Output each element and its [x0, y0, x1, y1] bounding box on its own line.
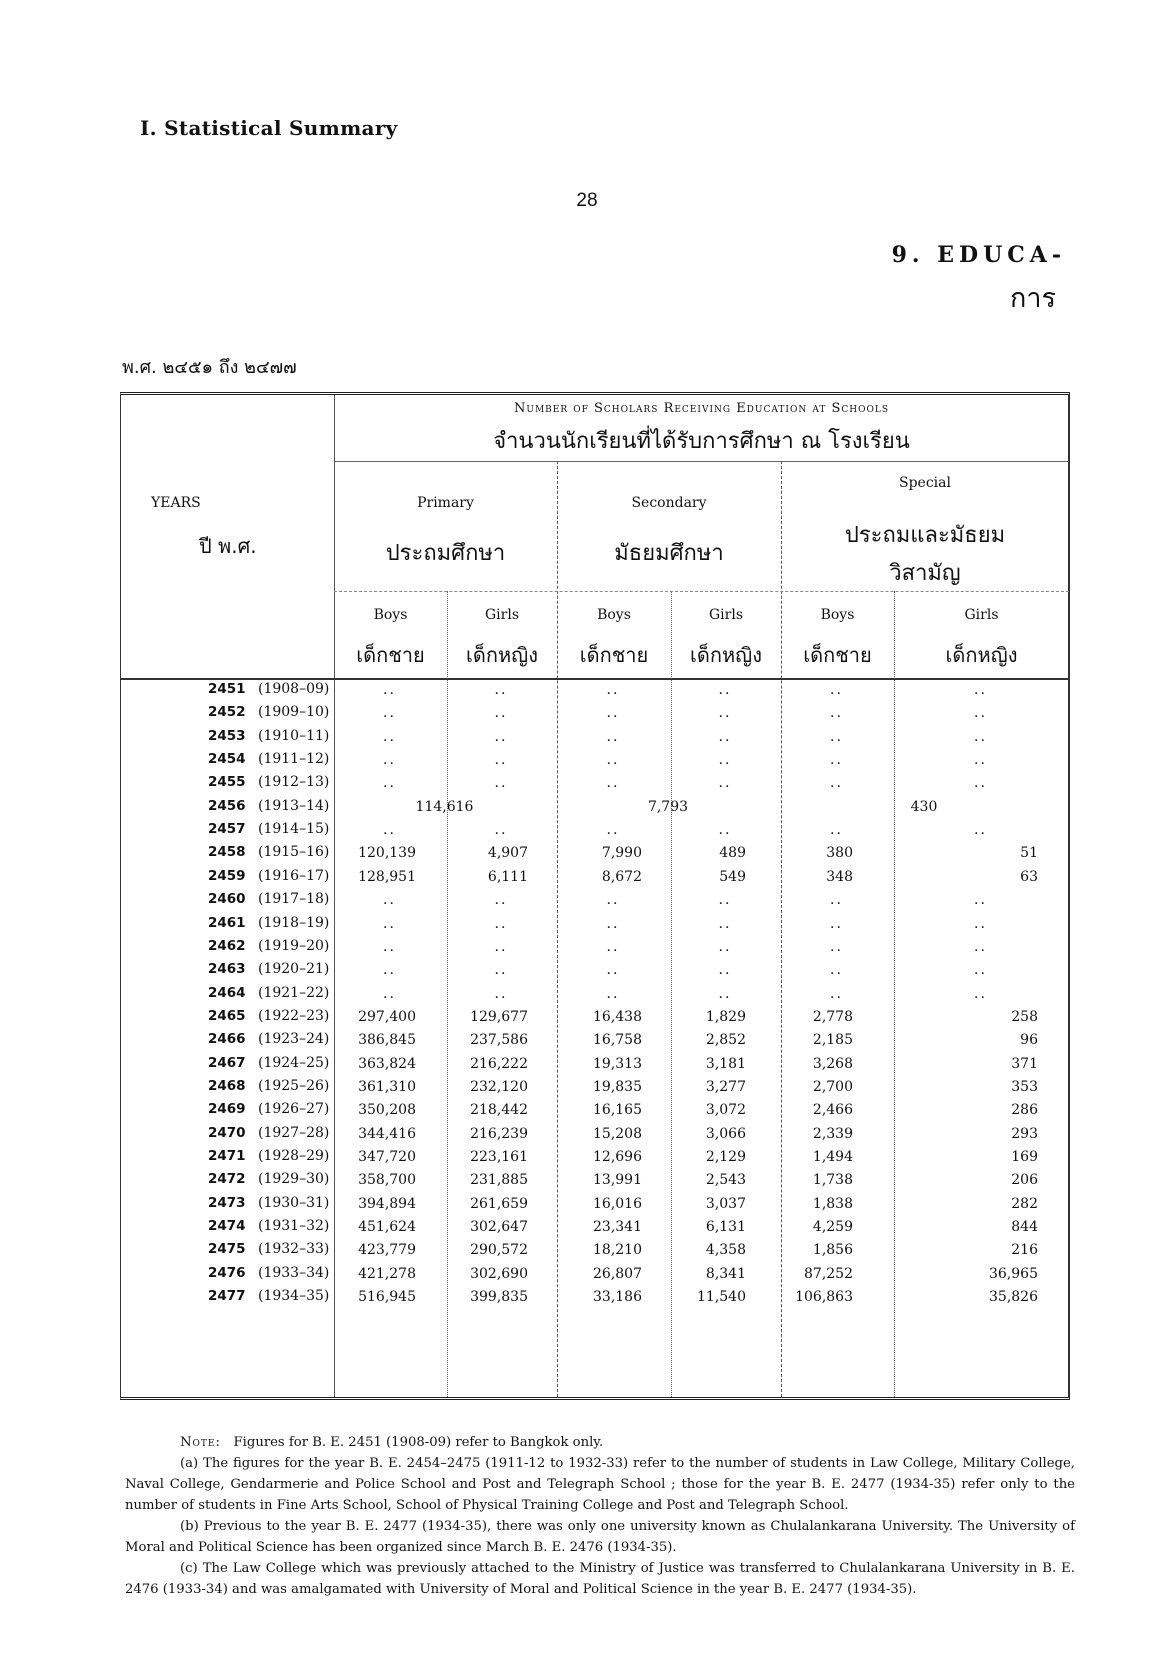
table-row	[120, 771, 1070, 796]
table-cell: 23,341	[593, 1219, 642, 1236]
table-cell: 3,268	[812, 1055, 853, 1072]
group-secondary-th: มัธยมศึกษา	[614, 541, 724, 566]
group-primary-th: ประถมศึกษา	[385, 541, 506, 566]
table-cell: 421,278	[358, 1265, 416, 1282]
table-cell: 549	[719, 868, 746, 885]
table-row	[120, 1238, 1070, 1263]
table-cell: ..	[974, 822, 987, 839]
table-cell: 2,185	[812, 1032, 853, 1049]
table-cell: 19,313	[593, 1055, 642, 1072]
table-cell: ..	[974, 728, 987, 745]
table-cell: 87,252	[804, 1265, 853, 1282]
table-cell: 11,540	[697, 1289, 746, 1306]
table-cell: ..	[606, 705, 620, 722]
table-cell: 129,677	[470, 1008, 528, 1025]
table-cell: ..	[494, 822, 508, 839]
sub-primary-girls-en: Girls	[484, 607, 519, 623]
table-cell: 423,779	[358, 1242, 416, 1259]
table-cell: 128,951	[358, 868, 416, 885]
year-be: 2461	[208, 914, 246, 931]
table-cell: ..	[606, 892, 620, 909]
table-cell: ..	[606, 775, 620, 792]
table-cell: 2,700	[812, 1078, 853, 1095]
year-ad: (1914–15)	[258, 821, 330, 838]
table-cell: 231,885	[470, 1172, 528, 1189]
table-row	[120, 701, 1070, 726]
year-be: 2452	[208, 704, 246, 721]
table-cell: 6,131	[705, 1219, 746, 1236]
part-title: 9. EDUCA-	[891, 242, 1066, 268]
table-cell: 3,277	[705, 1078, 746, 1095]
year-ad: (1913–14)	[258, 797, 330, 814]
table-cell: ..	[718, 985, 732, 1002]
table-cell: ..	[718, 892, 732, 909]
table-cell: 363,824	[358, 1055, 416, 1072]
year-be: 2469	[208, 1101, 246, 1118]
year-ad: (1917–18)	[258, 891, 330, 908]
table-cell: 1,829	[705, 1008, 746, 1025]
table-cell: 258	[1011, 1008, 1038, 1025]
table-cell: ..	[718, 705, 732, 722]
group-special-en: Special	[899, 475, 951, 491]
sub-secondary-girls-th: เด็กหญิง	[690, 643, 762, 667]
table-cell: 216	[1011, 1242, 1038, 1259]
table-cell: ..	[383, 985, 396, 1002]
table-cell: ..	[830, 775, 843, 792]
table-cell: ..	[383, 752, 396, 769]
table-cell: ..	[494, 915, 508, 932]
table-cell: 489	[719, 845, 746, 862]
year-be: 2476	[208, 1264, 246, 1281]
rule-under-super-header	[334, 461, 1069, 462]
table-cell: ..	[974, 682, 987, 698]
table-cell: 348	[826, 868, 853, 885]
table-cell: ..	[718, 915, 732, 932]
table-cell: 380	[826, 845, 853, 862]
table-row	[120, 1145, 1070, 1170]
year-ad: (1927–28)	[258, 1124, 330, 1141]
year-be: 2477	[208, 1288, 246, 1305]
year-ad: (1918–19)	[258, 914, 330, 931]
table-cell: 33,186	[593, 1289, 642, 1306]
table-cell: 13,991	[593, 1172, 642, 1189]
year-ad: (1924–25)	[258, 1054, 330, 1071]
year-ad: (1932–33)	[258, 1241, 330, 1258]
table-cell: ..	[606, 962, 620, 979]
year-ad: (1930–31)	[258, 1194, 330, 1211]
table-cell: ..	[494, 682, 508, 698]
table-cell: 26,807	[593, 1265, 642, 1282]
table-cell: 96	[1020, 1032, 1038, 1049]
year-be: 2475	[208, 1241, 246, 1258]
table-cell: 371	[1011, 1055, 1038, 1072]
year-be: 2459	[208, 867, 246, 884]
table-cell: 1,856	[812, 1242, 853, 1259]
table-cell: 19,835	[593, 1078, 642, 1095]
table-cell: 106,863	[795, 1289, 853, 1306]
year-be: 2474	[208, 1218, 246, 1235]
table-cell: 63	[1020, 868, 1038, 885]
table-cell: ..	[974, 752, 987, 769]
table-cell: ..	[606, 915, 620, 932]
table-cell: 3,181	[705, 1055, 746, 1072]
table-cell: 394,894	[358, 1195, 416, 1212]
sub-secondary-boys-en: Boys	[597, 607, 631, 623]
table-cell: ..	[606, 822, 620, 839]
table-cell: ..	[718, 728, 732, 745]
table-cell: 16,165	[593, 1102, 642, 1119]
year-be: 2462	[208, 937, 246, 954]
notes	[125, 1432, 1075, 1600]
table-cell: 344,416	[358, 1125, 416, 1142]
table-cell: ..	[830, 962, 843, 979]
table-cell: ..	[830, 915, 843, 932]
year-ad: (1933–34)	[258, 1264, 330, 1281]
year-be: 2456	[208, 797, 246, 814]
table-cell: 6,111	[487, 868, 528, 885]
table-cell: ..	[830, 822, 843, 839]
year-be: 2471	[208, 1148, 246, 1164]
year-be: 2451	[208, 681, 246, 697]
table-cell: 51	[1020, 845, 1038, 862]
table-cell: ..	[974, 985, 987, 1002]
year-be: 2463	[208, 961, 246, 978]
table-cell: 516,945	[358, 1289, 416, 1306]
sub-secondary-boys-th: เด็กชาย	[579, 643, 649, 667]
year-be: 2458	[208, 844, 246, 861]
sub-secondary-girls-en: Girls	[708, 607, 743, 623]
note-b: (b) Previous to the year B. E. 2477 (1934-35), there was only one university known as Chulalankarana University. The University of Moral and Political Science has been organized since March B. E. 2476 (1934-35).	[125, 1519, 1075, 1555]
table-cell: ..	[494, 985, 508, 1002]
table-cell: ..	[383, 892, 396, 909]
year-ad: (1916–17)	[258, 867, 330, 884]
table-cell: 261,659	[470, 1195, 528, 1212]
table-row	[120, 795, 1070, 820]
table-cell: 16,438	[593, 1008, 642, 1025]
year-be: 2473	[208, 1194, 246, 1211]
year-be: 2457	[208, 821, 246, 838]
table-cell: 358,700	[358, 1172, 416, 1189]
table-cell: ..	[606, 682, 620, 698]
table-row	[120, 912, 1070, 937]
table-cell: 350,208	[358, 1102, 416, 1119]
table-cell: ..	[383, 822, 396, 839]
table-cell: ..	[830, 985, 843, 1002]
table-cell: ..	[494, 775, 508, 792]
group-primary-en: Primary	[417, 495, 474, 511]
table-cell: 16,016	[593, 1195, 642, 1212]
super-header-en: Number of Scholars Receiving Education at Schools	[513, 401, 890, 416]
year-ad: (1908–09)	[258, 681, 330, 697]
table-cell: ..	[718, 682, 732, 698]
table-cell: ..	[383, 728, 396, 745]
table-cell: 2,129	[705, 1149, 746, 1165]
sub-primary-girls-th: เด็กหญิง	[466, 643, 538, 667]
sub-special-girls-th: เด็กหญิง	[945, 643, 1018, 667]
table-row	[120, 1168, 1070, 1193]
table-cell: 8,341	[705, 1265, 746, 1282]
year-be: 2464	[208, 984, 246, 1001]
table-cell: 286	[1011, 1102, 1038, 1119]
table-row	[120, 1075, 1070, 1100]
table-cell: 36,965	[989, 1265, 1038, 1282]
table-cell: 18,210	[593, 1242, 642, 1259]
years-header-th: ปี พ.ศ.	[199, 534, 257, 558]
table-cell: ..	[974, 775, 987, 792]
table-row	[120, 865, 1070, 890]
table-cell: ..	[606, 938, 620, 955]
table-cell: ..	[383, 915, 396, 932]
table-cell: 4,907	[487, 845, 528, 862]
sub-primary-boys-th: เด็กชาย	[356, 643, 425, 667]
year-ad: (1915–16)	[258, 844, 330, 861]
year-ad: (1921–22)	[258, 984, 330, 1001]
table-cell: 347,720	[358, 1149, 416, 1165]
table-cell: 3,066	[705, 1125, 746, 1142]
table-cell: 8,672	[601, 868, 642, 885]
table-row	[120, 841, 1070, 866]
sub-special-girls-en: Girls	[964, 607, 999, 623]
sub-special-boys-en: Boys	[820, 607, 855, 623]
table-cell: 2,778	[812, 1008, 853, 1025]
table-cell: ..	[494, 705, 508, 722]
table-row	[120, 1122, 1070, 1147]
note-c: (c) The Law College which was previously attached to the Ministry of Justice was transferred to Chulalankarana University in B. E. 2476 (1933-34) and was amalgamated with University of Moral and Political Science in the year B. E. 2477 (1934-35).	[125, 1561, 1075, 1597]
table-cell: 844	[1011, 1219, 1038, 1236]
table-cell: 7,990	[601, 845, 642, 862]
year-ad: (1931–32)	[258, 1218, 330, 1235]
table-cell: ..	[718, 938, 732, 955]
table-cell: 169	[1011, 1149, 1038, 1165]
table-cell: ..	[830, 705, 843, 722]
sub-special-boys-th: เด็กชาย	[803, 643, 872, 667]
table-cell: ..	[974, 705, 987, 722]
year-ad: (1909–10)	[258, 704, 330, 721]
table-cell: ..	[718, 775, 732, 792]
table-cell: 302,690	[470, 1265, 528, 1282]
part-title-thai: การ	[1009, 283, 1056, 314]
table-row	[120, 1028, 1070, 1053]
super-header-th: จำนวนนักเรียนที่ได้รับการศึกษา ณ โรงเรียน	[493, 429, 910, 454]
year-ad: (1926–27)	[258, 1101, 330, 1118]
sub-primary-boys-en: Boys	[373, 607, 408, 623]
year-ad: (1919–20)	[258, 937, 330, 954]
year-be: 2453	[208, 727, 246, 744]
table-row	[120, 1052, 1070, 1077]
year-ad: (1922–23)	[258, 1007, 330, 1024]
table-cell: 2,339	[812, 1125, 853, 1142]
table-cell: ..	[383, 962, 396, 979]
table-cell: 3,072	[705, 1102, 746, 1119]
table-cell: 12,696	[593, 1149, 642, 1165]
section-heading: I. Statistical Summary	[140, 116, 398, 140]
year-ad: (1925–26)	[258, 1077, 330, 1094]
year-be: 2468	[208, 1077, 246, 1094]
merged-cell: 430	[910, 798, 938, 815]
table-cell: ..	[606, 728, 620, 745]
table-cell: ..	[830, 892, 843, 909]
table-cell: 361,310	[358, 1078, 416, 1095]
table-cell: 206	[1011, 1172, 1038, 1189]
page-number: 28	[576, 190, 598, 211]
table-cell: 2,543	[705, 1172, 746, 1189]
table-row	[120, 888, 1070, 913]
table-row	[120, 725, 1070, 750]
table-row	[120, 678, 1070, 703]
year-ad: (1910–11)	[258, 727, 330, 744]
table-cell: ..	[494, 938, 508, 955]
table-row	[120, 982, 1070, 1007]
year-ad: (1920–21)	[258, 961, 330, 978]
table-cell: 302,647	[470, 1219, 528, 1236]
table-cell: 297,400	[358, 1008, 416, 1025]
table-cell: ..	[383, 682, 396, 698]
table-row	[120, 748, 1070, 773]
table-cell: 293	[1011, 1125, 1038, 1142]
table-cell: ..	[494, 752, 508, 769]
year-be: 2460	[208, 891, 246, 908]
table-cell: ..	[830, 938, 843, 955]
table-row	[120, 1098, 1070, 1123]
note-a: (a) The figures for the year B. E. 2454–2475 (1911-12 to 1932-33) refer to the number of students in Law College, Military College, Naval College, Gendarmerie and Police School and Post and Telegraph School ; those for the year B. E. 2477 (1934-35) refer only to the number of students in Fine Arts School, School of Physical Training College and Post and Telegraph School.	[125, 1456, 1075, 1513]
table-cell: ..	[718, 752, 732, 769]
group-special-th: ประถมและมัธยม วิสามัญ	[844, 523, 1006, 586]
table-cell: ..	[830, 682, 843, 698]
year-ad: (1911–12)	[258, 751, 330, 768]
note-label: Note:	[180, 1435, 221, 1450]
note-main: Figures for B. E. 2451 (1908-09) refer to Bangkok only.	[233, 1435, 604, 1450]
year-be: 2472	[208, 1171, 246, 1188]
merged-cell: 7,793	[647, 798, 689, 815]
table-cell: 399,835	[470, 1289, 528, 1306]
table-cell: 4,358	[705, 1242, 746, 1259]
table-cell: 386,845	[358, 1032, 416, 1049]
table-cell: ..	[383, 938, 396, 955]
year-be: 2470	[208, 1124, 246, 1141]
year-range-label: พ.ศ. ๒๔๕๑ ถึง ๒๔๗๗	[122, 357, 297, 378]
merged-cell: 114,616	[415, 798, 474, 815]
table-cell: 232,120	[470, 1078, 528, 1095]
table-cell: ..	[830, 728, 843, 745]
table-cell: 3,037	[705, 1195, 746, 1212]
table-cell: 120,139	[358, 845, 416, 862]
table-cell: ..	[974, 892, 987, 909]
group-secondary-en: Secondary	[631, 495, 707, 511]
table-cell: 15,208	[593, 1125, 642, 1142]
table-cell: ..	[974, 938, 987, 955]
table-row	[120, 958, 1070, 983]
table-cell: 35,826	[989, 1289, 1038, 1306]
table-row	[120, 935, 1070, 960]
table-cell: 2,852	[705, 1032, 746, 1049]
table-cell: 16,758	[593, 1032, 642, 1049]
year-ad: (1912–13)	[258, 774, 330, 791]
table-cell: ..	[383, 775, 396, 792]
table-cell: 1,838	[812, 1195, 853, 1212]
table-cell: 216,222	[470, 1055, 528, 1072]
year-ad: (1934–35)	[258, 1288, 330, 1305]
table-row	[120, 1215, 1070, 1240]
table-cell: 451,624	[358, 1219, 416, 1236]
table-row	[120, 1285, 1070, 1310]
year-ad: (1923–24)	[258, 1031, 330, 1048]
year-be: 2454	[208, 751, 246, 768]
table-cell: 2,466	[812, 1102, 853, 1119]
year-be: 2466	[208, 1031, 246, 1048]
year-ad: (1928–29)	[258, 1148, 330, 1164]
table-cell: ..	[830, 752, 843, 769]
table-cell: 216,239	[470, 1125, 528, 1142]
table-cell: 237,586	[470, 1032, 528, 1049]
table-cell: ..	[494, 962, 508, 979]
years-header-en: YEARS	[151, 495, 201, 511]
table-cell: ..	[383, 705, 396, 722]
table-cell: 4,259	[812, 1219, 853, 1236]
table-cell: ..	[494, 728, 508, 745]
table-cell: ..	[974, 962, 987, 979]
table-row	[120, 818, 1070, 843]
table-cell: 353	[1011, 1078, 1038, 1095]
year-be: 2455	[208, 774, 246, 791]
table-cell: 218,442	[470, 1102, 528, 1119]
table-cell: 282	[1011, 1195, 1038, 1212]
table-cell: ..	[974, 915, 987, 932]
table-row	[120, 1192, 1070, 1217]
table-row	[120, 1005, 1070, 1030]
table-cell: 1,494	[812, 1149, 853, 1165]
table-cell: ..	[606, 752, 620, 769]
table-row	[120, 1262, 1070, 1287]
table-cell: ..	[494, 892, 508, 909]
table-cell: ..	[606, 985, 620, 1002]
year-ad: (1929–30)	[258, 1171, 330, 1188]
table-cell: ..	[718, 822, 732, 839]
year-be: 2467	[208, 1054, 246, 1071]
table-cell: 1,738	[812, 1172, 853, 1189]
year-be: 2465	[208, 1007, 246, 1024]
table-cell: 290,572	[470, 1242, 528, 1259]
table-cell: 223,161	[470, 1149, 528, 1165]
table-cell: ..	[718, 962, 732, 979]
